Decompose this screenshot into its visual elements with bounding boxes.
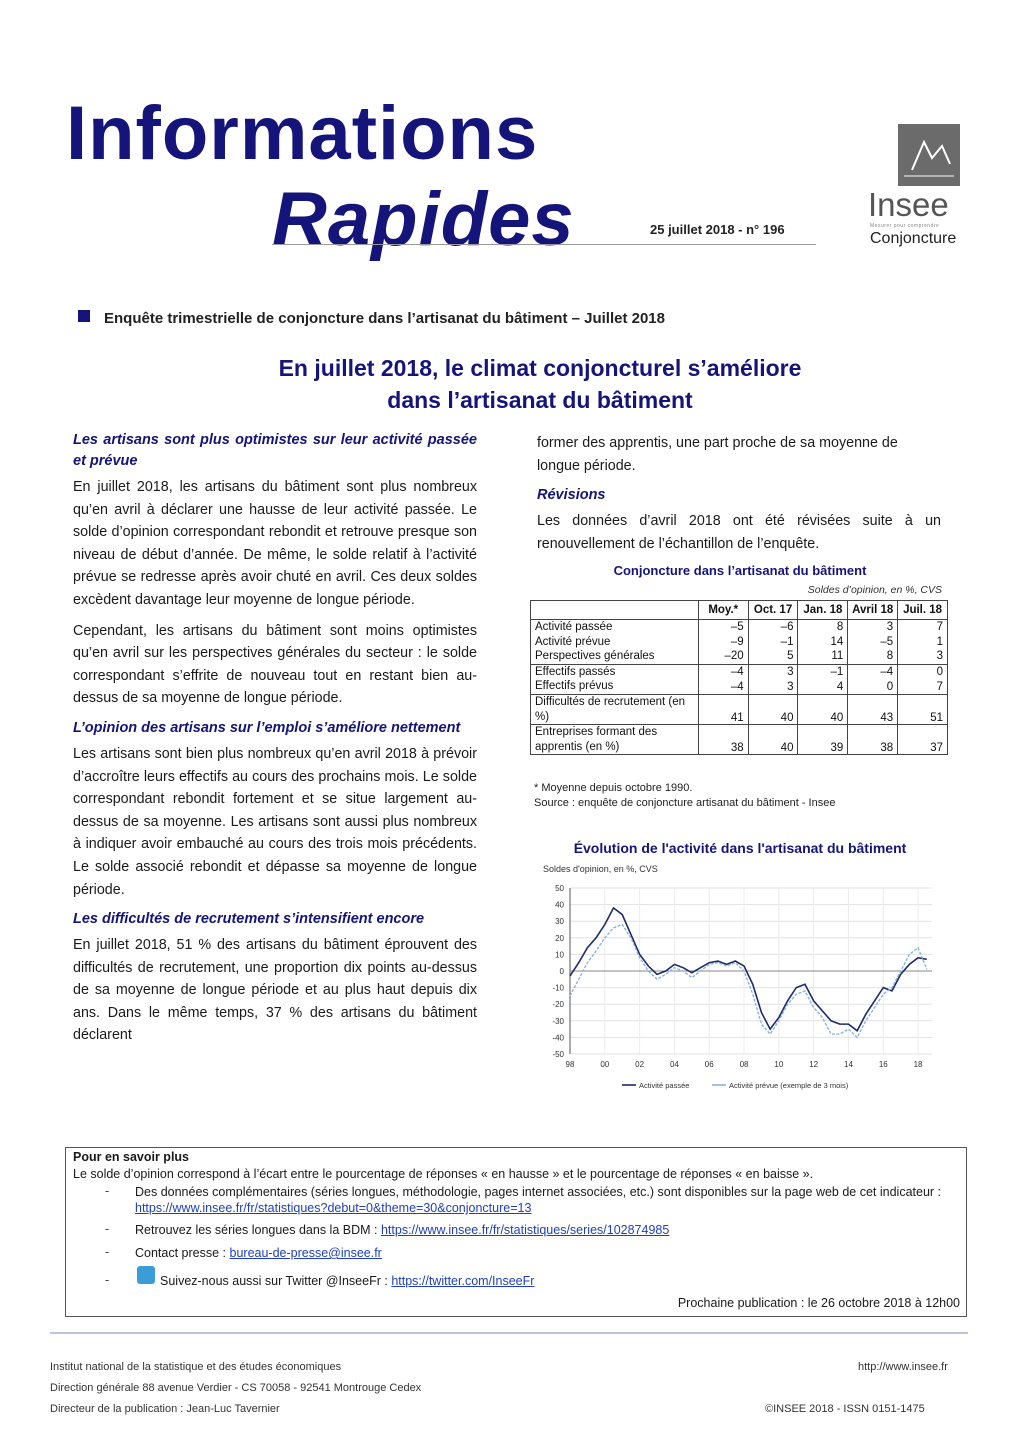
table-row-label: Effectifs prévus	[531, 679, 699, 694]
table-cell: 8	[798, 620, 848, 635]
chart-title: Évolution de l'activité dans l'artisanat du bâtiment	[573, 840, 907, 856]
info-item-data	[135, 1184, 965, 1216]
table-cell: 38	[848, 725, 898, 755]
y-tick-label: 40	[555, 900, 564, 910]
table-header-row	[531, 601, 948, 620]
legend-label: Activité passée	[639, 1081, 690, 1090]
table-cell: 37	[898, 725, 948, 755]
table-row	[531, 664, 948, 679]
table-cell: 1	[898, 635, 948, 650]
masthead-divider	[272, 244, 816, 245]
square-bullet-icon	[78, 310, 90, 322]
table-cell: 11	[798, 649, 848, 664]
x-tick-label: 98	[565, 1060, 575, 1069]
paragraph: Les données d’avril 2018 ont été révisées suite à un renouvellement de l’échantillon de l’enquête.	[537, 513, 941, 552]
y-tick-label: -50	[552, 1050, 564, 1059]
y-tick-label: -30	[552, 1016, 564, 1026]
table-row	[531, 649, 948, 664]
table-cell: –5	[698, 620, 748, 635]
x-tick-label: 18	[913, 1060, 923, 1069]
info-item-text: Retrouvez les séries longues dans la BDM :	[135, 1223, 378, 1237]
x-tick-label: 06	[704, 1060, 714, 1069]
next-publication: Prochaine publication : le 26 octobre 2018 à 12h00	[677, 1296, 960, 1310]
footer-divider	[50, 1332, 968, 1334]
insee-logo-brand: Insee	[868, 186, 949, 223]
masthead-title: Informations	[66, 91, 539, 176]
section-title-revisions: Révisions	[537, 487, 606, 504]
table-row	[531, 679, 948, 694]
table-footnote: * Moyenne depuis octobre 1990.	[534, 782, 693, 794]
y-tick-label: -40	[552, 1033, 564, 1043]
table-row-label: Activité prévue	[531, 635, 699, 650]
list-bullet: -	[105, 1273, 110, 1287]
table-cell: 39	[798, 725, 848, 755]
paragraph: former des apprentis, une part proche de sa moyenne de longue période.	[537, 435, 898, 474]
info-item-text: Suivez-nous aussi sur Twitter @InseeFr :	[160, 1274, 388, 1288]
table-cell: –9	[698, 635, 748, 650]
chart-y-label: Soldes d'opinion, en %, CVS	[543, 864, 658, 874]
info-item-twitter	[160, 1273, 534, 1289]
table-cell: 40	[748, 725, 798, 755]
table-header: Jan. 18	[798, 601, 848, 620]
insee-logo-tagline: Mesurer pour comprendre	[870, 223, 940, 229]
table-unit: Soldes d’opinion, en %, CVS	[807, 584, 942, 596]
table-row-label: Activité passée	[531, 620, 699, 635]
table-row	[531, 694, 948, 724]
table-cell: 14	[798, 635, 848, 650]
table-row-label: Difficultés de recrutement (en %)	[531, 694, 699, 724]
twitter-icon[interactable]	[137, 1266, 155, 1284]
y-tick-label: 10	[555, 950, 564, 960]
table-cell: 8	[848, 649, 898, 664]
info-title: Pour en savoir plus	[73, 1150, 190, 1164]
x-tick-label: 14	[844, 1060, 853, 1069]
legend-label: Activité prévue (exemple de 3 mois)	[729, 1081, 849, 1090]
section-title-employment: L’opinion des artisans sur l’emploi s’améliore nettement	[73, 719, 461, 736]
info-item-text: Des données complémentaires (séries longues, méthodologie, pages internet associées, etc.) sont disponibles sur la page web de cet indicateur :	[135, 1185, 942, 1199]
issue-date: 25 juillet 2018 - n° 196	[650, 222, 785, 237]
x-tick-label: 04	[669, 1060, 679, 1069]
y-tick-label: 50	[555, 884, 564, 893]
table-cell: –4	[698, 664, 748, 679]
y-tick-label: 0	[559, 967, 564, 976]
table-cell: 0	[848, 679, 898, 694]
y-tick-label: -10	[552, 983, 564, 993]
table-source: Source : enquête de conjoncture artisanat du bâtiment - Insee	[534, 797, 836, 809]
table-row	[531, 620, 948, 635]
x-tick-label: 10	[774, 1060, 784, 1069]
footer-address: Direction générale 88 avenue Verdier - CS 70058 - 92541 Montrouge Cedex	[50, 1382, 422, 1394]
info-definition: Le solde d’opinion correspond à l’écart entre le pourcentage de réponses « en hausse » et le pourcentage de réponses « en baisse ».	[73, 1167, 814, 1181]
y-tick-label: -20	[552, 1000, 564, 1010]
table-cell: –5	[848, 635, 898, 650]
headline	[180, 352, 900, 416]
table-cell: 41	[698, 694, 748, 724]
table-cell: –4	[698, 679, 748, 694]
survey-title: Enquête trimestrielle de conjoncture dans l’artisanat du bâtiment – Juillet 2018	[104, 310, 665, 327]
table-cell: 40	[748, 694, 798, 724]
table-row-label: Effectifs passés	[531, 664, 699, 679]
table-cell: –6	[748, 620, 798, 635]
list-bullet: -	[105, 1222, 110, 1236]
press-email-link[interactable]: bureau-de-presse@insee.fr	[229, 1246, 382, 1260]
list-bullet: -	[105, 1245, 110, 1259]
info-item-press	[135, 1245, 382, 1261]
table-row	[531, 635, 948, 650]
table-cell: 3	[848, 620, 898, 635]
table-cell: 7	[898, 679, 948, 694]
masthead-subtitle: Rapides	[272, 177, 575, 262]
paragraph: En juillet 2018, les artisans du bâtiment sont plus nombreux qu’en avril à déclarer une hausse de leur activité passée. Le solde d’opinion correspondant rebondit et retrouve presque son niveau de début d’année. De même, le solde relatif à l’activité prévue se redresse après avoir chuté en avril. Ces deux soldes excèdent davantage leur moyenne de longue période.	[73, 479, 477, 608]
footer-director: Directeur de la publication : Jean-Luc Tavernier	[50, 1403, 280, 1415]
table-cell: 0	[898, 664, 948, 679]
table-row-label: Perspectives générales	[531, 649, 699, 664]
twitter-link[interactable]: https://twitter.com/InseeFr	[391, 1274, 535, 1288]
table-header: Oct. 17	[748, 601, 798, 620]
list-bullet: -	[105, 1184, 110, 1198]
y-tick-label: 20	[555, 933, 564, 943]
table-cell: 4	[798, 679, 848, 694]
table-header: Moy.*	[698, 601, 748, 620]
table-cell: 5	[748, 649, 798, 664]
bdm-series-link[interactable]: https://www.insee.fr/fr/statistiques/series/102874985	[380, 1223, 670, 1237]
section-title-recruitment: Les difficultés de recrutement s’intensifient encore	[73, 911, 425, 928]
table-cell: 3	[748, 664, 798, 679]
table-header: Avril 18	[848, 601, 898, 620]
headline-line2: dans l’artisanat du bâtiment	[387, 387, 693, 413]
activity-line-chart	[530, 876, 950, 1098]
section-title-activity: Les artisans sont plus optimistes sur leur activité passée et prévue	[73, 432, 477, 469]
table-cell: 40	[798, 694, 848, 724]
table-cell: –20	[698, 649, 748, 664]
footer-website-link[interactable]: http://www.insee.fr	[858, 1361, 948, 1373]
footer-institute: Institut national de la statistique et des études économiques	[50, 1361, 342, 1373]
table-row	[531, 725, 948, 755]
insee-logo-sub: Conjoncture	[870, 230, 957, 247]
table-row-label: Entreprises formant des apprentis (en %)	[531, 725, 699, 755]
info-item-text: Contact presse :	[135, 1246, 227, 1260]
x-tick-label: 12	[809, 1060, 819, 1069]
table-cell: 7	[898, 620, 948, 635]
info-item-bdm	[135, 1222, 669, 1238]
table-title: Conjoncture dans l’artisanat du bâtiment	[613, 563, 867, 578]
x-tick-label: 08	[739, 1060, 749, 1069]
right-column	[537, 432, 941, 563]
table-cell: 3	[898, 649, 948, 664]
paragraph: En juillet 2018, 51 % des artisans du bâtiment éprouvent des difficultés de recrutement, une proportion dix points au-dessus de sa moyenne de longue période et au plus haut depuis dix ans. Dans le même temps, 37 % des artisans du bâtiment déclarent	[73, 937, 477, 1044]
y-tick-label: 30	[555, 917, 564, 927]
indicator-page-link[interactable]: https://www.insee.fr/fr/statistiques?debut=0&theme=30&conjoncture=13	[135, 1201, 532, 1215]
table-cell: 3	[748, 679, 798, 694]
paragraph: Les artisans sont bien plus nombreux qu’en avril 2018 à prévoir d’accroître leurs effectifs au cours des prochains mois. Le solde correspondant rebondit fortement et se situe largement au-dessus de sa moyenne. Les artisans sont aussi plus nombreux à indiquer avoir embauché au cours des trois mois précédents. Le solde associé rebondit et dépasse sa moyenne de longue période.	[73, 745, 477, 898]
table-cell: –4	[848, 664, 898, 679]
paragraph: Cependant, les artisans du bâtiment sont moins optimistes qu’en avril sur les perspectives générales du secteur : le solde correspondant s’effrite de nouveau tout en restant bien au-dessus de sa moyenne de longue période.	[73, 622, 477, 707]
x-tick-label: 16	[878, 1060, 888, 1069]
x-tick-label: 02	[635, 1060, 645, 1069]
table-cell: –1	[748, 635, 798, 650]
footer-copyright: ©INSEE 2018 - ISSN 0151-1475	[765, 1403, 925, 1415]
x-tick-label: 00	[600, 1060, 610, 1069]
table-cell: 38	[698, 725, 748, 755]
table-cell: –1	[798, 664, 848, 679]
table-cell: 43	[848, 694, 898, 724]
headline-line1: En juillet 2018, le climat conjoncturel s’améliore	[278, 355, 802, 381]
data-table	[530, 600, 948, 755]
table-header	[531, 601, 699, 620]
insee-logo-icon	[898, 124, 960, 186]
insee-logo[interactable]	[868, 124, 968, 254]
left-column	[73, 430, 477, 1055]
table-cell: 51	[898, 694, 948, 724]
table-header: Juil. 18	[898, 601, 948, 620]
